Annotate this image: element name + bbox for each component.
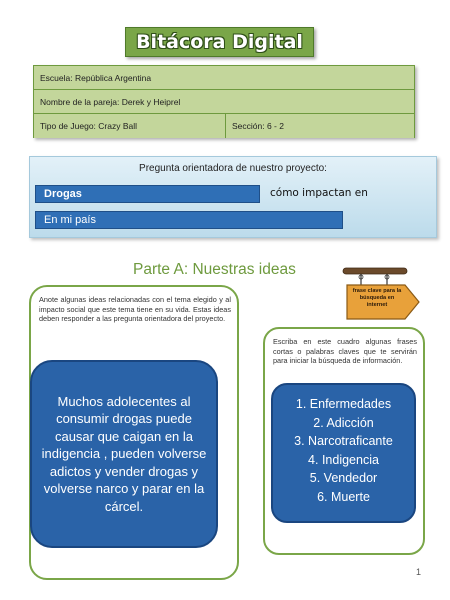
keyword-item: 5. Vendedor [309, 471, 378, 485]
page-title: Bitácora Digital [136, 31, 303, 53]
info-row-juego [34, 114, 414, 138]
title-banner [125, 27, 314, 57]
page-number: 1 [416, 567, 422, 577]
keywords-box[interactable] [271, 383, 416, 523]
info-table [33, 65, 415, 138]
context-field[interactable]: En mi país [35, 211, 343, 229]
sign-text: frase clave para la búsqueda en internet [352, 288, 402, 308]
keyword-list [273, 395, 414, 506]
seccion-cell [226, 114, 414, 138]
topic-field[interactable]: Drogas [35, 185, 260, 203]
info-row-pareja [34, 90, 414, 114]
question-panel [29, 156, 437, 238]
tipo-juego-text: Tipo de Juego: Crazy Ball [40, 121, 138, 131]
escuela-text: Escuela: República Argentina [40, 72, 152, 83]
keyword-item: 2. Adicción [313, 415, 374, 430]
keywords-instructions: Escriba en este cuadro algunas frases cortas o palabras claves que te servirán para iniciar la búsqueda de información. [273, 337, 417, 366]
keyword-item: 4. Indigencia [308, 452, 379, 467]
ideas-box[interactable] [30, 360, 218, 548]
connector-text: cómo impactan en [270, 187, 368, 199]
info-row-escuela [34, 66, 414, 90]
keyword-item: 1. Enfermedades [295, 397, 392, 411]
tipo-juego-cell [34, 114, 226, 138]
ideas-instructions: Anote algunas ideas relacionadas con el tema elegido y al impacto social que este tema tiene en su vida. Estas ideas deben responder a las pregunta orientadora del proyecto. [39, 295, 231, 324]
hanging-sign [339, 265, 424, 325]
section-heading: Parte A: Nuestras ideas [133, 261, 296, 278]
question-label: Pregunta orientadora de nuestro proyecto: [139, 163, 327, 174]
keyword-item: 3. Narcotraficante [294, 434, 393, 448]
seccion-text: Sección: 6 - 2 [232, 121, 284, 131]
ideas-text: Muchos adolecentes al consumir drogas puede causar que caigan en la indigencia , pueden volverse adictos y vender drogas y volverse narco y parar en la cárcel. [41, 393, 207, 514]
keyword-item: 6. Muerte [317, 489, 370, 504]
pareja-text: Nombre de la pareja: Derek y Heiprel [40, 96, 181, 107]
